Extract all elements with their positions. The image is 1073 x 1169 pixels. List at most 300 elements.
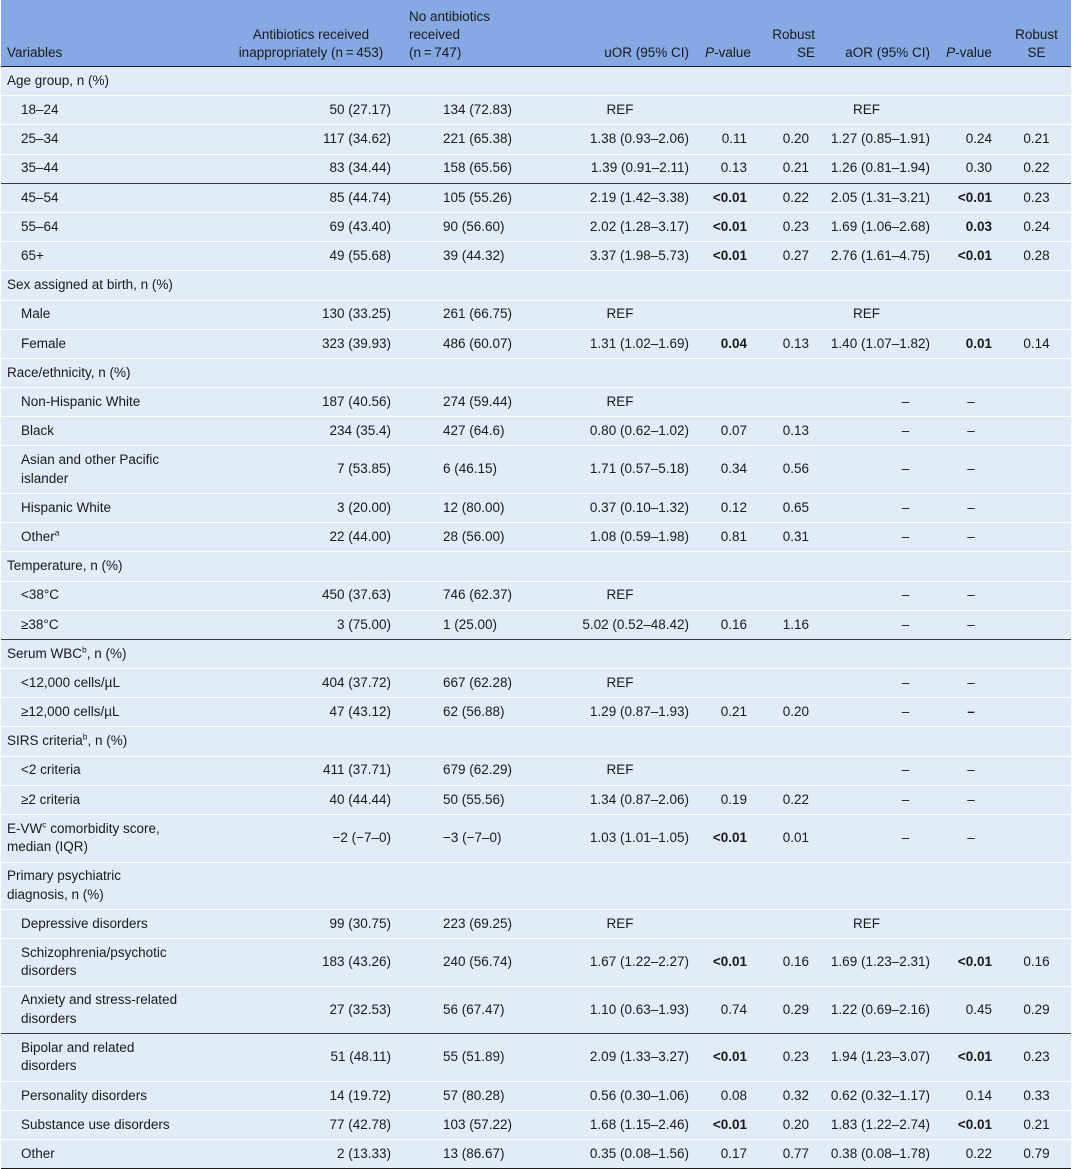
noabx-count-cell: 105 (55.26) (403, 183, 533, 212)
robust-se-adjusted-cell: 0.23 (1002, 183, 1071, 212)
abx-count-cell: 50 (27.17) (219, 96, 403, 125)
p-value-cell: 0.81 (695, 523, 761, 552)
aor-cell: 2.05 (1.31–3.21) (821, 183, 936, 212)
robust-se-adjusted-cell: 0.21 (1002, 1110, 1071, 1139)
variable-label: Black (1, 417, 219, 446)
p-value-cell: 0.12 (695, 493, 761, 522)
abx-count-cell: 83 (34.44) (219, 154, 403, 183)
footnote-marker: c (42, 819, 47, 830)
uor-cell: REF (533, 581, 695, 610)
aor-cell: 1.83 (1.22–2.74) (821, 1110, 936, 1139)
aor-cell: 1.69 (1.23–2.31) (821, 939, 936, 987)
table-row (1, 417, 1071, 446)
p-value-adjusted-cell: – (936, 446, 1002, 494)
uor-cell: 5.02 (0.52–48.42) (533, 610, 695, 639)
p-value-adjusted-cell: – (936, 815, 1002, 863)
uor-cell: 1.08 (0.59–1.98) (533, 523, 695, 552)
robust-se-adjusted-cell (1002, 610, 1071, 639)
variable-label: Other (1, 1140, 219, 1169)
aor-cell: 1.40 (1.07–1.82) (821, 329, 936, 358)
robust-se-adjusted-cell (1002, 417, 1071, 446)
abx-count-cell: 85 (44.74) (219, 183, 403, 212)
uor-cell: 2.09 (1.33–3.27) (533, 1034, 695, 1082)
table-row (1, 300, 1071, 329)
variable-label: Anxiety and stress-related disorders (1, 986, 219, 1034)
abx-count-cell: 323 (39.93) (219, 329, 403, 358)
abx-count-cell: 2 (13.33) (219, 1140, 403, 1169)
p-value-adjusted-cell: <0.01 (936, 939, 1002, 987)
table-row (1, 388, 1071, 417)
robust-se-adjusted-cell (1002, 493, 1071, 522)
table-group-row (1, 552, 1071, 581)
robust-se-adjusted-cell (1002, 669, 1071, 698)
uor-cell: REF (533, 96, 695, 125)
abx-count-cell: 404 (37.72) (219, 669, 403, 698)
uor-cell: 0.80 (0.62–1.02) (533, 417, 695, 446)
robust-se-cell: 0.21 (761, 154, 821, 183)
abx-count-cell: 69 (43.40) (219, 212, 403, 241)
aor-cell: 1.22 (0.69–2.16) (821, 986, 936, 1034)
p-value-adjusted-cell: <0.01 (936, 1110, 1002, 1139)
aor-cell: – (821, 669, 936, 698)
robust-se-cell (761, 96, 821, 125)
noabx-count-cell: 158 (65.56) (403, 154, 533, 183)
table-row (1, 610, 1071, 639)
aor-cell: – (821, 446, 936, 494)
robust-se-cell (761, 669, 821, 698)
aor-cell: – (821, 417, 936, 446)
p-value-adjusted-cell: 0.45 (936, 986, 1002, 1034)
table-row (1, 329, 1071, 358)
aor-cell: 2.76 (1.61–4.75) (821, 242, 936, 271)
robust-se-adjusted-cell (1002, 300, 1071, 329)
group-label: SIRS criteria$^b$, n (%) (1, 727, 1071, 756)
p-value-adjusted-cell: 0.03 (936, 212, 1002, 241)
abx-count-cell: 47 (43.12) (219, 698, 403, 727)
p-value-cell (695, 300, 761, 329)
abx-count-cell: 183 (43.26) (219, 939, 403, 987)
table-row (1, 785, 1071, 814)
header-robust-se: Robust SE (761, 0, 821, 67)
variable-label: Female (1, 329, 219, 358)
group-label: Primary psychiatric diagnosis, n (%) (1, 862, 1071, 910)
uor-cell: 1.67 (1.22–2.27) (533, 939, 695, 987)
abx-count-cell: 3 (75.00) (219, 610, 403, 639)
robust-se-adjusted-cell (1002, 910, 1071, 939)
p-value-cell: 0.74 (695, 986, 761, 1034)
robust-se-cell: 0.32 (761, 1081, 821, 1110)
uor-cell: 1.31 (1.02–1.69) (533, 329, 695, 358)
abx-count-cell: 27 (32.53) (219, 986, 403, 1034)
uor-cell: REF (533, 756, 695, 785)
aor-cell: – (821, 388, 936, 417)
aor-cell: 1.26 (0.81–1.94) (821, 154, 936, 183)
table-row (1, 154, 1071, 183)
group-label: Race/ethnicity, n (%) (1, 358, 1071, 387)
noabx-count-cell: 679 (62.29) (403, 756, 533, 785)
variable-label: ≥38°C (1, 610, 219, 639)
robust-se-adjusted-cell: 0.28 (1002, 242, 1071, 271)
robust-se-cell (761, 300, 821, 329)
footnote-marker: b (82, 731, 88, 742)
variable-label: Bipolar and related disorders (1, 1034, 219, 1082)
table-row (1, 815, 1071, 863)
aor-cell: REF (821, 96, 936, 125)
robust-se-cell: 1.16 (761, 610, 821, 639)
robust-se-cell: 0.13 (761, 329, 821, 358)
robust-se-cell: 0.31 (761, 523, 821, 552)
robust-se-cell: 0.01 (761, 815, 821, 863)
noabx-count-cell: 261 (66.75) (403, 300, 533, 329)
variable-label: 45–54 (1, 183, 219, 212)
robust-se-adjusted-cell (1002, 388, 1071, 417)
header-antibiotics-received: Antibiotics received inappropriately (n = 453) (219, 0, 403, 67)
header-uor: uOR (95% CI) (533, 0, 695, 67)
robust-se-adjusted-cell: 0.16 (1002, 939, 1071, 987)
p-value-cell: <0.01 (695, 1110, 761, 1139)
aor-cell: – (821, 756, 936, 785)
robust-se-cell: 0.22 (761, 183, 821, 212)
robust-se-adjusted-cell (1002, 523, 1071, 552)
robust-se-adjusted-cell: 0.24 (1002, 212, 1071, 241)
robust-se-cell: 0.29 (761, 986, 821, 1034)
robust-se-cell (761, 910, 821, 939)
noabx-count-cell: 221 (65.38) (403, 125, 533, 154)
aor-cell: REF (821, 300, 936, 329)
p-value-cell: 0.19 (695, 785, 761, 814)
aor-cell: 1.94 (1.23–3.07) (821, 1034, 936, 1082)
p-value-adjusted-cell: – (936, 581, 1002, 610)
aor-cell: REF (821, 910, 936, 939)
table-row (1, 125, 1071, 154)
variable-label: ≥12,000 cells/µL (1, 698, 219, 727)
table-row (1, 698, 1071, 727)
variable-label: Depressive disorders (1, 910, 219, 939)
robust-se-adjusted-cell: 0.23 (1002, 1034, 1071, 1082)
variable-label: Asian and other Pacific islander (1, 446, 219, 494)
aor-cell: 0.38 (0.08–1.78) (821, 1140, 936, 1169)
aor-cell: 1.69 (1.06–2.68) (821, 212, 936, 241)
abx-count-cell: 40 (44.44) (219, 785, 403, 814)
odds-ratio-table (1, 0, 1071, 1169)
p-value-cell: <0.01 (695, 183, 761, 212)
robust-se-adjusted-cell (1002, 785, 1071, 814)
abx-count-cell: 187 (40.56) (219, 388, 403, 417)
abx-count-cell: 7 (53.85) (219, 446, 403, 494)
noabx-count-cell: 12 (80.00) (403, 493, 533, 522)
p-value-cell (695, 96, 761, 125)
p-value-cell (695, 388, 761, 417)
header-row (1, 0, 1071, 67)
group-label: Temperature, n (%) (1, 552, 1071, 581)
p-value-cell: 0.11 (695, 125, 761, 154)
uor-cell: 2.02 (1.28–3.17) (533, 212, 695, 241)
table-row (1, 446, 1071, 494)
aor-cell: – (821, 493, 936, 522)
header-variables: Variables (1, 0, 219, 67)
uor-cell: REF (533, 300, 695, 329)
abx-count-cell: 3 (20.00) (219, 493, 403, 522)
uor-cell: 0.35 (0.08–1.56) (533, 1140, 695, 1169)
robust-se-cell: 0.23 (761, 1034, 821, 1082)
uor-cell: REF (533, 388, 695, 417)
variable-label: 55–64 (1, 212, 219, 241)
noabx-count-cell: 62 (56.88) (403, 698, 533, 727)
table-row (1, 1034, 1071, 1082)
group-label: Sex assigned at birth, n (%) (1, 271, 1071, 300)
p-value-adjusted-cell (936, 910, 1002, 939)
robust-se-cell (761, 388, 821, 417)
table-body (1, 67, 1071, 1169)
noabx-count-cell: 50 (55.56) (403, 785, 533, 814)
robust-se-cell: 0.20 (761, 1110, 821, 1139)
p-value-adjusted-cell: <0.01 (936, 242, 1002, 271)
aor-cell: – (821, 610, 936, 639)
group-label: Age group, n (%) (1, 67, 1071, 96)
noabx-count-cell: 223 (69.25) (403, 910, 533, 939)
abx-count-cell: 51 (48.11) (219, 1034, 403, 1082)
variable-label: Personality disorders (1, 1081, 219, 1110)
abx-count-cell: −2 (−7–0) (219, 815, 403, 863)
uor-cell: REF (533, 910, 695, 939)
table-group-row (1, 67, 1071, 96)
abx-count-cell: 14 (19.72) (219, 1081, 403, 1110)
p-value-cell: 0.21 (695, 698, 761, 727)
variable-label: Hispanic White (1, 493, 219, 522)
uor-cell: 1.34 (0.87–2.06) (533, 785, 695, 814)
aor-cell: 1.27 (0.85–1.91) (821, 125, 936, 154)
noabx-count-cell: 240 (56.74) (403, 939, 533, 987)
table-group-row (1, 271, 1071, 300)
table-row (1, 910, 1071, 939)
noabx-count-cell: 427 (64.6) (403, 417, 533, 446)
p-value-adjusted-cell: 0.14 (936, 1081, 1002, 1110)
p-value-cell: 0.08 (695, 1081, 761, 1110)
p-value-adjusted-cell (936, 300, 1002, 329)
table-row (1, 493, 1071, 522)
robust-se-adjusted-cell: 0.29 (1002, 986, 1071, 1034)
noabx-count-cell: 667 (62.28) (403, 669, 533, 698)
uor-cell: 1.10 (0.63–1.93) (533, 986, 695, 1034)
group-label: Serum WBC$^b$, n (%) (1, 639, 1071, 668)
uor-cell: 1.38 (0.93–2.06) (533, 125, 695, 154)
noabx-count-cell: 57 (80.28) (403, 1081, 533, 1110)
robust-se-cell: 0.65 (761, 493, 821, 522)
p-value-cell: 0.16 (695, 610, 761, 639)
variable-label: 18–24 (1, 96, 219, 125)
robust-se-cell: 0.23 (761, 212, 821, 241)
p-value-cell: <0.01 (695, 939, 761, 987)
uor-cell: 2.19 (1.42–3.38) (533, 183, 695, 212)
uor-cell: 0.56 (0.30–1.06) (533, 1081, 695, 1110)
aor-cell: – (821, 815, 936, 863)
p-value-adjusted-cell (936, 96, 1002, 125)
footnote-marker: a (54, 527, 60, 538)
robust-se-cell (761, 756, 821, 785)
variable-label: <12,000 cells/µL (1, 669, 219, 698)
uor-cell: REF (533, 669, 695, 698)
p-value-adjusted-cell: – (936, 698, 1002, 727)
header-p-value: P-value (695, 0, 761, 67)
p-value-adjusted-cell: <0.01 (936, 1034, 1002, 1082)
p-value-adjusted-cell: <0.01 (936, 183, 1002, 212)
p-value-cell: <0.01 (695, 242, 761, 271)
p-value-cell: 0.17 (695, 1140, 761, 1169)
robust-se-adjusted-cell: 0.14 (1002, 329, 1071, 358)
noabx-count-cell: 55 (51.89) (403, 1034, 533, 1082)
p-value-cell: 0.07 (695, 417, 761, 446)
noabx-count-cell: 90 (56.60) (403, 212, 533, 241)
variable-label: <38°C (1, 581, 219, 610)
noabx-count-cell: 274 (59.44) (403, 388, 533, 417)
header-no-antibiotics: No antibiotics received (n = 747) (403, 0, 533, 67)
table-row (1, 183, 1071, 212)
variable-label: Male (1, 300, 219, 329)
robust-se-adjusted-cell (1002, 581, 1071, 610)
p-value-cell (695, 581, 761, 610)
noabx-count-cell: −3 (−7–0) (403, 815, 533, 863)
p-value-adjusted-cell: – (936, 669, 1002, 698)
p-value-adjusted-cell: 0.22 (936, 1140, 1002, 1169)
header-aor: aOR (95% CI) (821, 0, 936, 67)
variable-label: 25–34 (1, 125, 219, 154)
table-group-row (1, 862, 1071, 910)
footnote-marker: b (82, 644, 87, 655)
variable-label: Substance use disorders (1, 1110, 219, 1139)
noabx-count-cell: 134 (72.83) (403, 96, 533, 125)
uor-cell: 0.37 (0.10–1.32) (533, 493, 695, 522)
robust-se-adjusted-cell: 0.21 (1002, 125, 1071, 154)
robust-se-cell: 0.20 (761, 125, 821, 154)
abx-count-cell: 77 (42.78) (219, 1110, 403, 1139)
noabx-count-cell: 103 (57.22) (403, 1110, 533, 1139)
table-row (1, 96, 1071, 125)
noabx-count-cell: 6 (46.15) (403, 446, 533, 494)
variable-label: 35–44 (1, 154, 219, 183)
table-row (1, 212, 1071, 241)
abx-count-cell: 450 (37.63) (219, 581, 403, 610)
variable-label: Other$^a$ (1, 523, 219, 552)
p-value-adjusted-cell: 0.24 (936, 125, 1002, 154)
robust-se-adjusted-cell (1002, 815, 1071, 863)
abx-count-cell: 49 (55.68) (219, 242, 403, 271)
robust-se-cell: 0.16 (761, 939, 821, 987)
p-value-adjusted-cell: – (936, 493, 1002, 522)
abx-count-cell: 117 (34.62) (219, 125, 403, 154)
p-value-cell (695, 669, 761, 698)
p-value-cell: 0.13 (695, 154, 761, 183)
table-row (1, 1140, 1071, 1169)
noabx-count-cell: 56 (67.47) (403, 986, 533, 1034)
variable-label: Schizophrenia/psychotic disorders (1, 939, 219, 987)
noabx-count-cell: 746 (62.37) (403, 581, 533, 610)
table-row (1, 986, 1071, 1034)
noabx-count-cell: 486 (60.07) (403, 329, 533, 358)
noabx-count-cell: 1 (25.00) (403, 610, 533, 639)
abx-count-cell: 411 (37.71) (219, 756, 403, 785)
uor-cell: 1.68 (1.15–2.46) (533, 1110, 695, 1139)
aor-cell: – (821, 785, 936, 814)
table-row (1, 1081, 1071, 1110)
abx-count-cell: 130 (33.25) (219, 300, 403, 329)
p-value-adjusted-cell: 0.30 (936, 154, 1002, 183)
header-robust-se-adjusted: Robust SE (1002, 0, 1071, 67)
p-value-cell: 0.34 (695, 446, 761, 494)
table-row (1, 1110, 1071, 1139)
uor-cell: 3.37 (1.98–5.73) (533, 242, 695, 271)
robust-se-adjusted-cell: 0.33 (1002, 1081, 1071, 1110)
aor-cell: – (821, 523, 936, 552)
variable-label: $E-VW^c$ comorbidity score, median (IQR) (1, 815, 219, 863)
noabx-count-cell: 39 (44.32) (403, 242, 533, 271)
p-value-cell: <0.01 (695, 1034, 761, 1082)
p-value-cell: 0.04 (695, 329, 761, 358)
abx-count-cell: 22 (44.00) (219, 523, 403, 552)
robust-se-adjusted-cell: 0.79 (1002, 1140, 1071, 1169)
robust-se-adjusted-cell (1002, 756, 1071, 785)
table-row (1, 242, 1071, 271)
variable-label: 65+ (1, 242, 219, 271)
table-row (1, 581, 1071, 610)
abx-count-cell: 99 (30.75) (219, 910, 403, 939)
robust-se-adjusted-cell (1002, 446, 1071, 494)
p-value-adjusted-cell: – (936, 388, 1002, 417)
table-group-row (1, 727, 1071, 756)
noabx-count-cell: 13 (86.67) (403, 1140, 533, 1169)
uor-cell: 1.29 (0.87–1.93) (533, 698, 695, 727)
uor-cell: 1.03 (1.01–1.05) (533, 815, 695, 863)
p-value-cell: <0.01 (695, 212, 761, 241)
noabx-count-cell: 28 (56.00) (403, 523, 533, 552)
p-value-adjusted-cell: – (936, 756, 1002, 785)
table-row (1, 523, 1071, 552)
variable-label: ≥2 criteria (1, 785, 219, 814)
robust-se-cell: 0.22 (761, 785, 821, 814)
abx-count-cell: 234 (35.4) (219, 417, 403, 446)
p-value-adjusted-cell: 0.01 (936, 329, 1002, 358)
p-value-adjusted-cell: – (936, 610, 1002, 639)
uor-cell: 1.39 (0.91–2.11) (533, 154, 695, 183)
uor-cell: 1.71 (0.57–5.18) (533, 446, 695, 494)
robust-se-cell: 0.56 (761, 446, 821, 494)
robust-se-adjusted-cell (1002, 96, 1071, 125)
p-value-cell: <0.01 (695, 815, 761, 863)
aor-cell: – (821, 581, 936, 610)
p-value-adjusted-cell: – (936, 417, 1002, 446)
aor-cell: 0.62 (0.32–1.17) (821, 1081, 936, 1110)
robust-se-cell (761, 581, 821, 610)
robust-se-adjusted-cell: 0.22 (1002, 154, 1071, 183)
table-row (1, 939, 1071, 987)
p-value-cell (695, 910, 761, 939)
table-row (1, 669, 1071, 698)
robust-se-cell: 0.77 (761, 1140, 821, 1169)
variable-label: Non-Hispanic White (1, 388, 219, 417)
table-row (1, 756, 1071, 785)
header-p-value-adjusted: P-value (936, 0, 1002, 67)
variable-label: <2 criteria (1, 756, 219, 785)
robust-se-adjusted-cell (1002, 698, 1071, 727)
robust-se-cell: 0.27 (761, 242, 821, 271)
robust-se-cell: 0.20 (761, 698, 821, 727)
robust-se-cell: 0.13 (761, 417, 821, 446)
table-group-row (1, 639, 1071, 668)
p-value-adjusted-cell: – (936, 785, 1002, 814)
aor-cell: – (821, 698, 936, 727)
p-value-cell (695, 756, 761, 785)
table-group-row (1, 358, 1071, 387)
p-value-adjusted-cell: – (936, 523, 1002, 552)
